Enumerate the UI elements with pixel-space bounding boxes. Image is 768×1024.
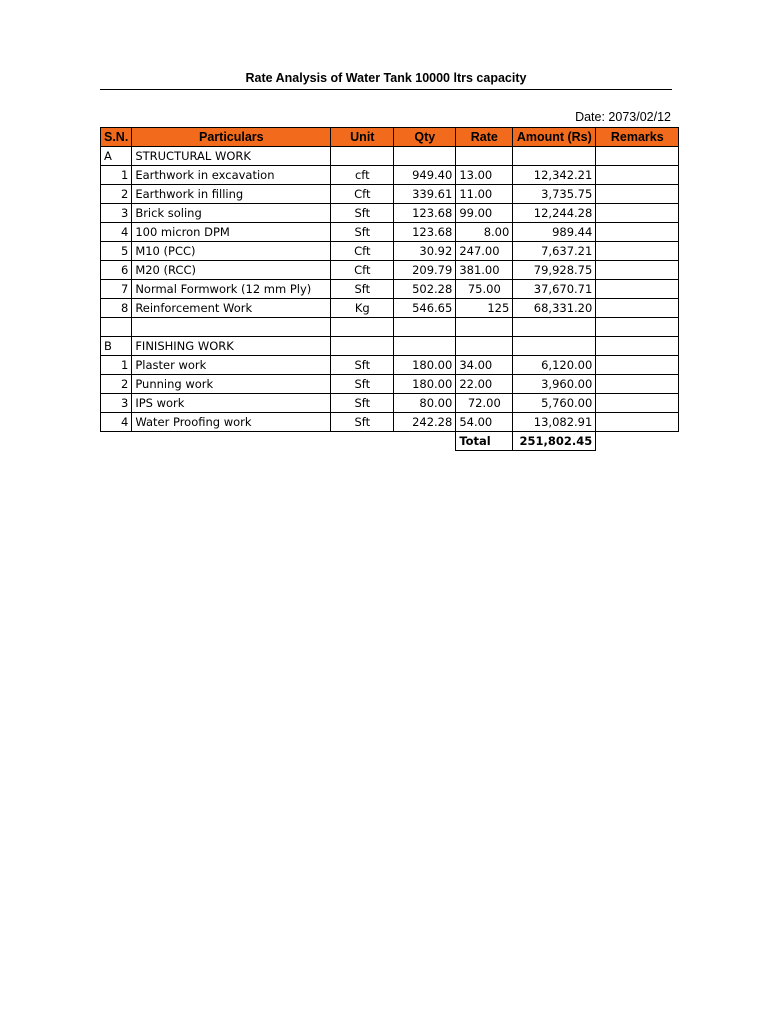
cell-sn: 3 [101, 394, 132, 413]
cell-qty: 30.92 [394, 242, 456, 261]
cell-amount: 79,928.75 [513, 261, 596, 280]
rate-analysis-table [100, 127, 679, 451]
cell-sn: 4 [101, 223, 132, 242]
cell-amount: 12,342.21 [513, 166, 596, 185]
cell-unit: cft [331, 166, 394, 185]
cell-remarks [596, 223, 679, 242]
cell-particulars: Water Proofing work [132, 413, 331, 432]
table-row [101, 261, 679, 280]
cell-qty: 242.28 [394, 413, 456, 432]
section-row [101, 337, 679, 356]
cell-particulars: M20 (RCC) [132, 261, 331, 280]
cell-particulars: Earthwork in filling [132, 185, 331, 204]
cell-qty: 80.00 [394, 394, 456, 413]
cell-particulars: IPS work [132, 394, 331, 413]
cell-rate: 11.00 [456, 185, 513, 204]
cell-remarks [596, 413, 679, 432]
cell-particulars: Brick soling [132, 204, 331, 223]
cell-rate: 75.00 [456, 280, 513, 299]
header-amount: Amount (Rs) [513, 128, 596, 147]
cell-particulars: M10 (PCC) [132, 242, 331, 261]
section-title: STRUCTURAL WORK [132, 147, 331, 166]
cell-amount: 3,960.00 [513, 375, 596, 394]
header-rate: Rate [456, 128, 513, 147]
total-label: Total [456, 432, 513, 451]
cell-qty: 123.68 [394, 204, 456, 223]
cell-particulars: Earthwork in excavation [132, 166, 331, 185]
table-row [101, 413, 679, 432]
cell-rate: 247.00 [456, 242, 513, 261]
document-date: Date: 2073/02/12 [575, 110, 671, 124]
header-particulars: Particulars [132, 128, 331, 147]
cell-amount: 989.44 [513, 223, 596, 242]
cell-amount: 5,760.00 [513, 394, 596, 413]
header-unit: Unit [331, 128, 394, 147]
table-row [101, 280, 679, 299]
table-row [101, 242, 679, 261]
cell-remarks [596, 394, 679, 413]
total-amount: 251,802.45 [513, 432, 596, 451]
cell-unit: Kg [331, 299, 394, 318]
section-code: B [101, 337, 132, 356]
cell-qty: 180.00 [394, 356, 456, 375]
cell-unit: Sft [331, 280, 394, 299]
cell-remarks [596, 280, 679, 299]
cell-unit: Sft [331, 204, 394, 223]
cell-sn: 2 [101, 375, 132, 394]
cell-amount: 12,244.28 [513, 204, 596, 223]
document-title: Rate Analysis of Water Tank 10000 ltrs capacity [245, 71, 527, 85]
cell-rate: 13.00 [456, 166, 513, 185]
section-row [101, 147, 679, 166]
cell-amount: 7,637.21 [513, 242, 596, 261]
cell-sn: 5 [101, 242, 132, 261]
cell-remarks [596, 375, 679, 394]
cell-amount: 13,082.91 [513, 413, 596, 432]
empty-row [101, 318, 679, 337]
cell-qty: 123.68 [394, 223, 456, 242]
cell-remarks [596, 242, 679, 261]
cell-remarks [596, 299, 679, 318]
cell-remarks [596, 261, 679, 280]
table-row [101, 166, 679, 185]
cell-remarks [596, 356, 679, 375]
table-row [101, 223, 679, 242]
cell-rate: 72.00 [456, 394, 513, 413]
header-qty: Qty [394, 128, 456, 147]
cell-particulars: Normal Formwork (12 mm Ply) [132, 280, 331, 299]
cell-unit: Cft [331, 261, 394, 280]
cell-amount: 3,735.75 [513, 185, 596, 204]
cell-amount: 68,331.20 [513, 299, 596, 318]
cell-particulars: Reinforcement Work [132, 299, 331, 318]
title-underline [100, 89, 672, 90]
cell-remarks [596, 185, 679, 204]
cell-qty: 209.79 [394, 261, 456, 280]
cell-sn: 1 [101, 356, 132, 375]
cell-sn: 4 [101, 413, 132, 432]
cell-rate: 125 [456, 299, 513, 318]
cell-sn: 3 [101, 204, 132, 223]
cell-unit: Sft [331, 413, 394, 432]
cell-rate: 99.00 [456, 204, 513, 223]
table-row [101, 356, 679, 375]
cell-sn: 8 [101, 299, 132, 318]
cell-unit: Cft [331, 185, 394, 204]
cell-unit: Sft [331, 223, 394, 242]
section-title: FINISHING WORK [132, 337, 331, 356]
table-row [101, 375, 679, 394]
cell-particulars: 100 micron DPM [132, 223, 331, 242]
cell-amount: 6,120.00 [513, 356, 596, 375]
cell-rate: 8.00 [456, 223, 513, 242]
section-code: A [101, 147, 132, 166]
table-row [101, 204, 679, 223]
cell-sn: 7 [101, 280, 132, 299]
total-row [101, 432, 679, 451]
cell-rate: 381.00 [456, 261, 513, 280]
cell-unit: Cft [331, 242, 394, 261]
cell-unit: Sft [331, 394, 394, 413]
cell-rate: 54.00 [456, 413, 513, 432]
cell-qty: 180.00 [394, 375, 456, 394]
cell-particulars: Plaster work [132, 356, 331, 375]
cell-qty: 546.65 [394, 299, 456, 318]
table-header-row [101, 128, 679, 147]
table-row [101, 394, 679, 413]
cell-qty: 502.28 [394, 280, 456, 299]
cell-unit: Sft [331, 375, 394, 394]
cell-remarks [596, 204, 679, 223]
table-row [101, 185, 679, 204]
cell-rate: 22.00 [456, 375, 513, 394]
header-sn: S.N. [101, 128, 132, 147]
header-remarks: Remarks [596, 128, 679, 147]
cell-unit: Sft [331, 356, 394, 375]
cell-sn: 2 [101, 185, 132, 204]
cell-particulars: Punning work [132, 375, 331, 394]
table-row [101, 299, 679, 318]
cell-rate: 34.00 [456, 356, 513, 375]
cell-amount: 37,670.71 [513, 280, 596, 299]
cell-sn: 1 [101, 166, 132, 185]
cell-sn: 6 [101, 261, 132, 280]
cell-qty: 339.61 [394, 185, 456, 204]
cell-remarks [596, 166, 679, 185]
cell-qty: 949.40 [394, 166, 456, 185]
